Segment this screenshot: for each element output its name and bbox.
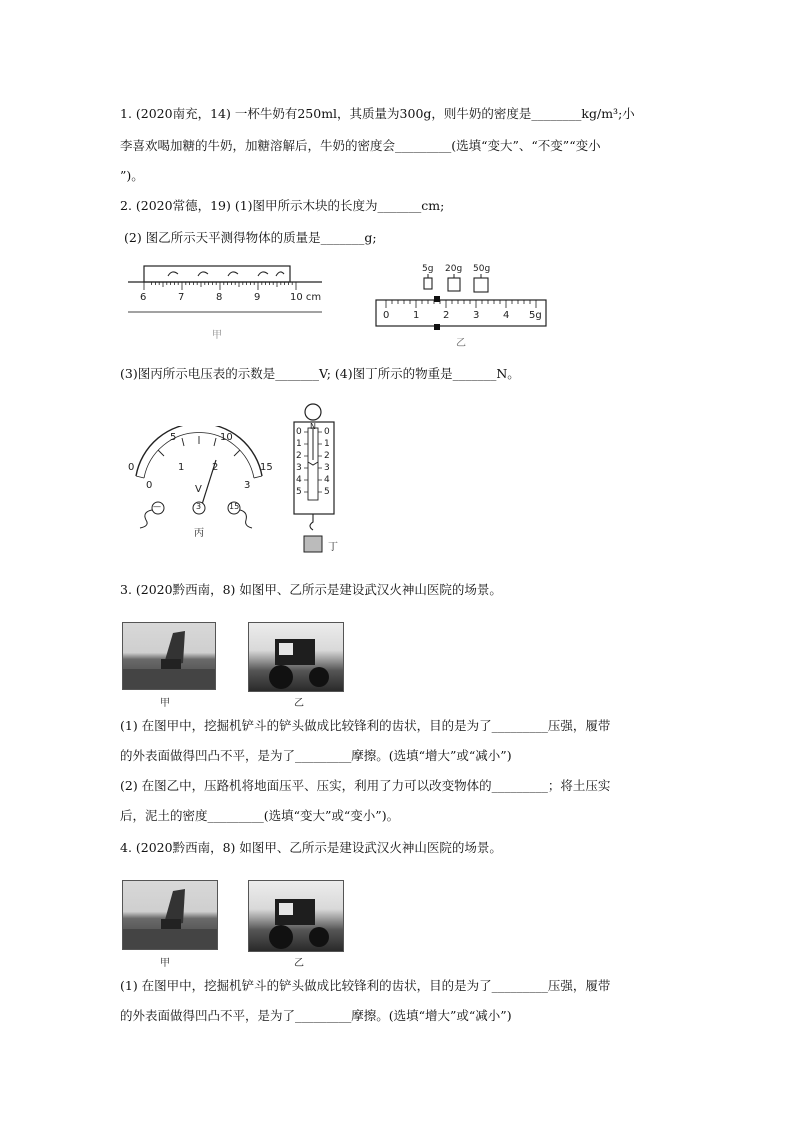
terminal-3: 3 <box>196 502 202 511</box>
scale-left-1: 1 <box>296 439 302 449</box>
scale-left-2: 2 <box>296 451 302 461</box>
ruler-tick-7: 7 <box>178 292 185 303</box>
scale-right-2: 2 <box>324 451 330 461</box>
voltmeter-caption: 丙 <box>194 528 204 539</box>
spring-scale-caption: 丁 <box>328 542 338 553</box>
q3-sub1-line-a: (1) 在图甲中，挖掘机铲斗的铲头做成比较锋利的齿状，目的是为了_________压强，履带 <box>120 718 611 733</box>
terminal-minus: — <box>153 502 161 511</box>
scale-right-5: 5 <box>324 487 330 497</box>
spring-scale-figure <box>286 400 356 562</box>
q3-photo-left-caption: 甲 <box>160 698 170 709</box>
balance-caption: 乙 <box>456 338 466 349</box>
q3-sub1-line-b: 的外表面做得凹凸不平，是为了_________摩擦。(选填“增大”或“减小”) <box>120 748 512 763</box>
excavator-photo-2 <box>122 880 218 950</box>
volt-outer-15: 15 <box>260 462 273 473</box>
balance-tick-0: 0 <box>383 310 390 321</box>
roller-photo-2 <box>248 880 344 952</box>
balance-tick-1: 1 <box>413 310 420 321</box>
volt-outer-10: 10 <box>220 432 233 443</box>
balance-tick-3: 3 <box>473 310 480 321</box>
volt-unit: V <box>195 484 202 495</box>
weight-20g: 20g <box>445 264 463 274</box>
scale-left-4: 4 <box>296 475 302 485</box>
terminal-15: 15 <box>229 502 240 511</box>
ruler-caption: 甲 <box>212 330 222 341</box>
q3-photo-right-caption: 乙 <box>294 698 304 709</box>
q3-sub2-line-a: (2) 在图乙中，压路机将地面压平、压实，利用了力可以改变物体的_________；将土压实 <box>120 778 611 793</box>
q1-line-1: 1. (2020南充，14) 一杯牛奶有250ml，其质量为300g，则牛奶的密度是________kg/m³;小 <box>120 106 635 121</box>
scale-right-3: 3 <box>324 463 330 473</box>
q4-sub1-line-a: (1) 在图甲中，挖掘机铲斗的铲头做成比较锋利的齿状，目的是为了_________压强，履带 <box>120 978 611 993</box>
q3-line-1: 3. (2020黔西南，8) 如图甲、乙所示是建设武汉火神山医院的场景。 <box>120 582 502 597</box>
ruler-tick-10cm: 10 cm <box>290 292 322 303</box>
excavator-shape <box>123 623 215 689</box>
ruler-tick-8: 8 <box>216 292 223 303</box>
q4-line-1: 4. (2020黔西南，8) 如图甲、乙所示是建设武汉火神山医院的场景。 <box>120 840 502 855</box>
balance-tick-5g: 5g <box>529 310 542 321</box>
balance-figure <box>372 262 552 348</box>
scale-left-5: 5 <box>296 487 302 497</box>
q1-line-2: 李喜欢喝加糖的牛奶，加糖溶解后，牛奶的密度会_________(选填“变大”、“不变”“变小 <box>120 138 601 153</box>
q4-photo-left-caption: 甲 <box>160 958 170 969</box>
q2-line-2: (2) 图乙所示天平测得物体的质量是_______g; <box>124 230 377 245</box>
scale-right-0: 0 <box>324 427 330 437</box>
ruler-tick-6: 6 <box>140 292 147 303</box>
q4-photo-right-caption: 乙 <box>294 958 304 969</box>
q2-line-3: (3)图丙所示电压表的示数是_______V; (4)图丁所示的物重是_______N。 <box>120 366 520 381</box>
volt-inner-3: 3 <box>244 480 251 491</box>
volt-inner-0: 0 <box>146 480 153 491</box>
scale-right-1: 1 <box>324 439 330 449</box>
weight-50g: 50g <box>473 264 491 274</box>
volt-outer-0: 0 <box>128 462 135 473</box>
q3-sub2-line-b: 后，泥土的密度_________(选填“变大”或“变小”)。 <box>120 808 400 823</box>
ruler-figure <box>126 262 326 342</box>
q4-sub1-line-b: 的外表面做得凹凸不平，是为了_________摩擦。(选填“增大”或“减小”) <box>120 1008 512 1023</box>
volt-inner-2: 2 <box>212 462 219 473</box>
balance-tick-4: 4 <box>503 310 510 321</box>
q1-line-3: ”)。 <box>120 168 144 183</box>
voltmeter-figure <box>124 426 274 538</box>
roller-shape-2 <box>249 881 343 951</box>
balance-tick-2: 2 <box>443 310 450 321</box>
roller-photo <box>248 622 344 692</box>
scale-left-0: 0 <box>296 427 302 437</box>
weight-5g: 5g <box>422 264 434 274</box>
volt-inner-1: 1 <box>178 462 185 473</box>
excavator-photo <box>122 622 216 690</box>
q2-line-1: 2. (2020常德，19) (1)图甲所示木块的长度为_______cm; <box>120 198 445 213</box>
scale-top-mark: N <box>310 422 316 431</box>
ruler-tick-9: 9 <box>254 292 261 303</box>
roller-shape <box>249 623 343 691</box>
scale-right-4: 4 <box>324 475 330 485</box>
excavator-shape-2 <box>123 881 217 949</box>
scale-left-3: 3 <box>296 463 302 473</box>
volt-outer-5: 5 <box>170 432 177 443</box>
